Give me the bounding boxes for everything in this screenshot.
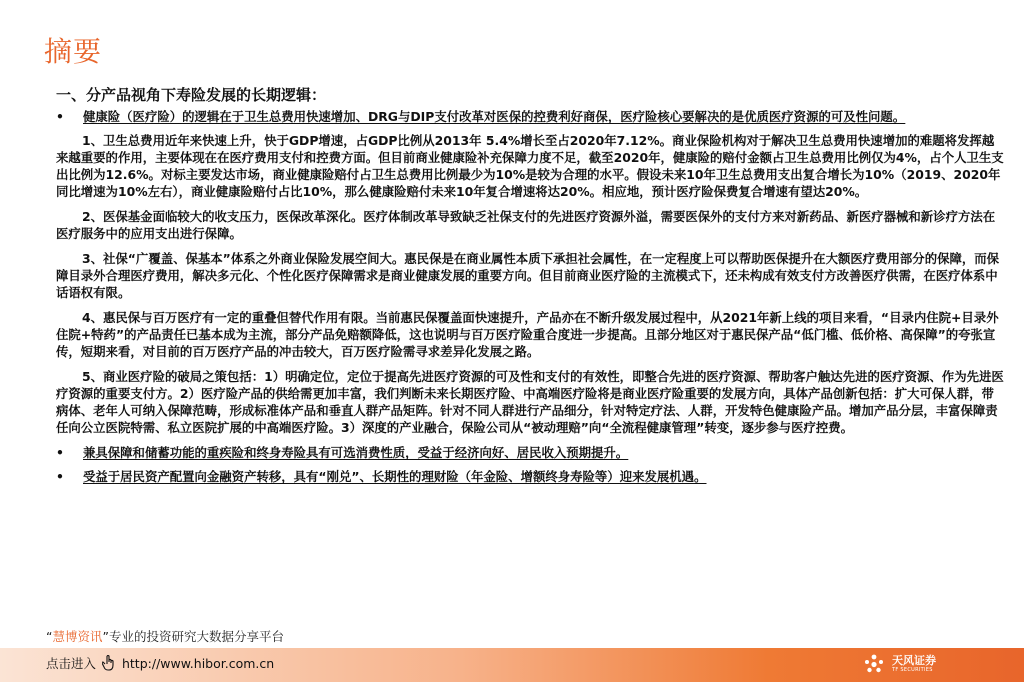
logo-name: 天风证券: [892, 653, 936, 667]
tf-securities-logo: [862, 650, 936, 678]
bullet-dot-icon: •: [56, 469, 64, 484]
footer-link[interactable]: [46, 655, 274, 673]
bullet-dot-icon: •: [56, 445, 64, 460]
slogan-open-quote: “: [46, 629, 53, 644]
paragraph-4: 4、惠民保与百万医疗有一定的重叠但替代作用有限。当前惠民保覆盖面快速提升，产品亦在不断升级发展过程中，从2021年新上线的项目来看，“目录内住院+目录外住院+特药”的产品责任已基本成为主流，部分产品免赔额降低，这也说明与百万医疗险重合度进一步提高。且部分地区对于惠民保产品“低门槛、低价格、高保障”的夸张宣传，短期来看，对目前的百万医疗产品的冲击较大，百万医疗险需寻求差异化发展之路。: [56, 310, 999, 359]
bullet-text: 受益于居民资产配置向金融资产转移，具有“刚兑”、长期性的理财险（年金险、增额终身寿险等）迎来发展机遇。: [83, 469, 707, 484]
paragraph-5: 5、商业医疗险的破局之策包括：1）明确定位，定位于提高先进医疗资源的可及性和支付的有效性，即整合先进的医疗资源、帮助客户触达先进的医疗资源、作为先进医疗资源的重要支付方。2）医疗险产品的供给需更加丰富，我们判断未来长期医疗险、中高端医疗险将是商业医疗险重要的发展方向，具体产品创新包括：扩大可保人群，带病体、老年人可纳入保障范畴，形成标准体产品和垂直人群产品矩阵。针对不同人群进行产品细分，针对特定疗法、人群，开发特色健康险产品。增加产品分层，丰富保障责任向公立医院特需、私立医院扩展的中高端医疗险。3）深度的产业融合，保险公司从“被动理赔”向“全流程健康管理”转变，逐步参与医疗控费。: [56, 369, 1004, 435]
paragraph-2: 2、医保基金面临较大的收支压力，医保改革深化。医疗体制改革导致缺乏社保支付的先进医疗资源外溢，需要医保外的支付方来对新药品、新医疗器械和新诊疗方法在医疗服务中的应用支出进行保障。: [56, 209, 996, 241]
hand-pointer-icon: [102, 655, 116, 671]
bullet-dot-icon: •: [56, 109, 64, 124]
summary-content: [56, 108, 1004, 492]
paragraph-3: 3、社保“广覆盖、保基本”体系之外商业保险发展空间大。惠民保是在商业属性本质下承担社会属性，在一定程度上可以帮助医保提升在大额医疗费用部分的保障，而保障目录外合理医疗费用，解决多元化、个性化医疗保障需求是商业健康发展的重要方向。但目前商业医疗险的主流模式下，还未构成有效支付方改善医疗供需，在医疗体系中话语权有限。: [56, 251, 1000, 300]
page-title: 摘要: [44, 35, 103, 68]
link-prefix: 点击进入: [46, 656, 97, 671]
bullet-item: [56, 444, 1004, 461]
slogan-brand: 慧博资讯: [52, 629, 103, 644]
slogan-rest: ”专业的投资研究大数据分享平台: [102, 629, 284, 644]
logo-sub: TF SECURITIES: [892, 666, 933, 673]
bullet-text: 兼具保障和储蓄功能的重疾险和终身寿险具有可选消费性质，受益于经济向好、居民收入预期提升。: [83, 445, 629, 460]
bullet-item: [56, 108, 1004, 125]
tf-securities-logo-icon: [862, 652, 886, 676]
link-url[interactable]: http://www.hibor.com.cn: [121, 656, 275, 671]
bullet-item: [56, 468, 1004, 485]
footer-slogan: [46, 629, 284, 645]
logo-text-block: [892, 655, 936, 674]
paragraph-1: 1、卫生总费用近年来快速上升，快于GDP增速，占GDP比例从2013年 5.4%增长至占2020年7.12%。商业保险机构对于解决卫生总费用快速增加的难题将发挥越来越重要的作用，主要体现在在医疗费用支付和控费方面。但目前商业健康险补充保障力度不足，截至2020年，健康险的赔付金额占卫生总费用比例仅为4%，占个人卫生支出比例为12.6%。对标主要发达市场，商业健康险赔付占卫生总费用比例最少为10%是较为合理的水平。假设未来10年卫生总费用支出复合增长为10%（2019、2020年同比增速为10%左右），商业健康险赔付占比10%，那么健康险赔付未来10年复合增速将达20%。相应地，预计医疗险保费复合增速有望达20%。: [56, 133, 1004, 199]
section-heading: 一、分产品视角下寿险发展的长期逻辑：: [56, 86, 327, 104]
bullet-text: 健康险（医疗险）的逻辑在于卫生总费用快速增加、DRG与DIP支付改革对医保的控费利好商保，医疗险核心要解决的是优质医疗资源的可及性问题。: [83, 109, 906, 124]
